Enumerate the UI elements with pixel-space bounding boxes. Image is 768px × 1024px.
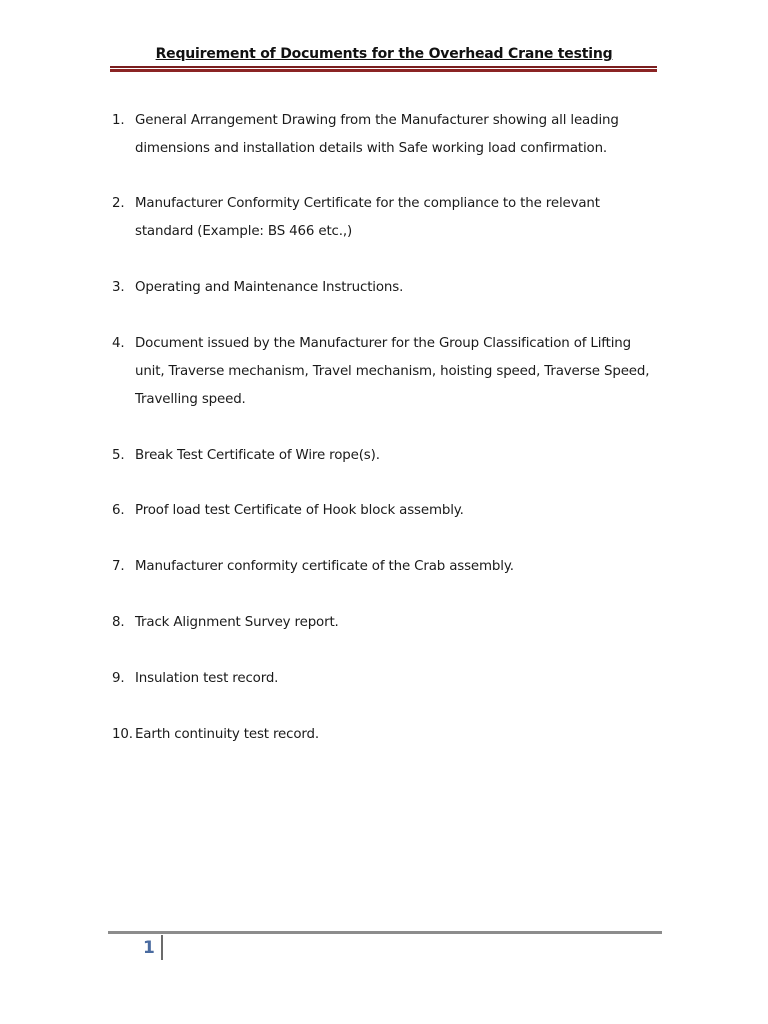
item-number: 10.	[112, 727, 133, 742]
item-number: 3.	[112, 280, 125, 295]
item-text: Insulation test record.	[135, 671, 279, 686]
item-number: 5.	[112, 448, 125, 463]
document-title: Requirement of Documents for the Overhead Crane testing	[155, 46, 613, 62]
item-number: 1.	[112, 113, 125, 128]
item-number: 7.	[112, 559, 125, 574]
page-number: 1	[143, 938, 155, 958]
item-text: Operating and Maintenance Instructions.	[135, 280, 404, 295]
list-item	[112, 721, 657, 749]
item-number: 9.	[112, 671, 125, 686]
list-item	[112, 190, 657, 246]
header-rule-thick	[110, 69, 657, 72]
list-item	[112, 497, 657, 525]
list-item	[112, 665, 657, 693]
item-text: Document issued by the Manufacturer for the Group Classification of Lifting unit, Traverse mechanism, Travel mechanism, hoisting speed, Traverse Speed, Travelling speed.	[135, 336, 650, 407]
list-item	[112, 330, 657, 414]
item-text: General Arrangement Drawing from the Manufacturer showing all leading dimensions and installation details with Safe working load confirmation.	[135, 113, 619, 156]
page-number-divider	[161, 935, 163, 960]
list-item	[112, 609, 657, 637]
list-item	[112, 107, 657, 163]
item-text: Proof load test Certificate of Hook block assembly.	[135, 503, 464, 518]
item-text: Earth continuity test record.	[135, 727, 319, 742]
list-item	[112, 442, 657, 470]
item-text: Break Test Certificate of Wire rope(s).	[135, 448, 380, 463]
list-item	[112, 553, 657, 581]
list-item	[112, 274, 657, 302]
header-rule	[110, 66, 657, 73]
item-text: Manufacturer conformity certificate of the Crab assembly.	[135, 559, 514, 574]
item-number: 8.	[112, 615, 125, 630]
item-number: 2.	[112, 196, 125, 211]
footer-rule	[108, 931, 662, 934]
item-number: 4.	[112, 336, 125, 351]
header-rule-thin	[110, 66, 657, 68]
item-text: Manufacturer Conformity Certificate for the compliance to the relevant standard (Example: BS 466 etc.,)	[135, 196, 600, 239]
requirements-list	[112, 107, 657, 749]
item-text: Track Alignment Survey report.	[135, 615, 339, 630]
item-number: 6.	[112, 503, 125, 518]
